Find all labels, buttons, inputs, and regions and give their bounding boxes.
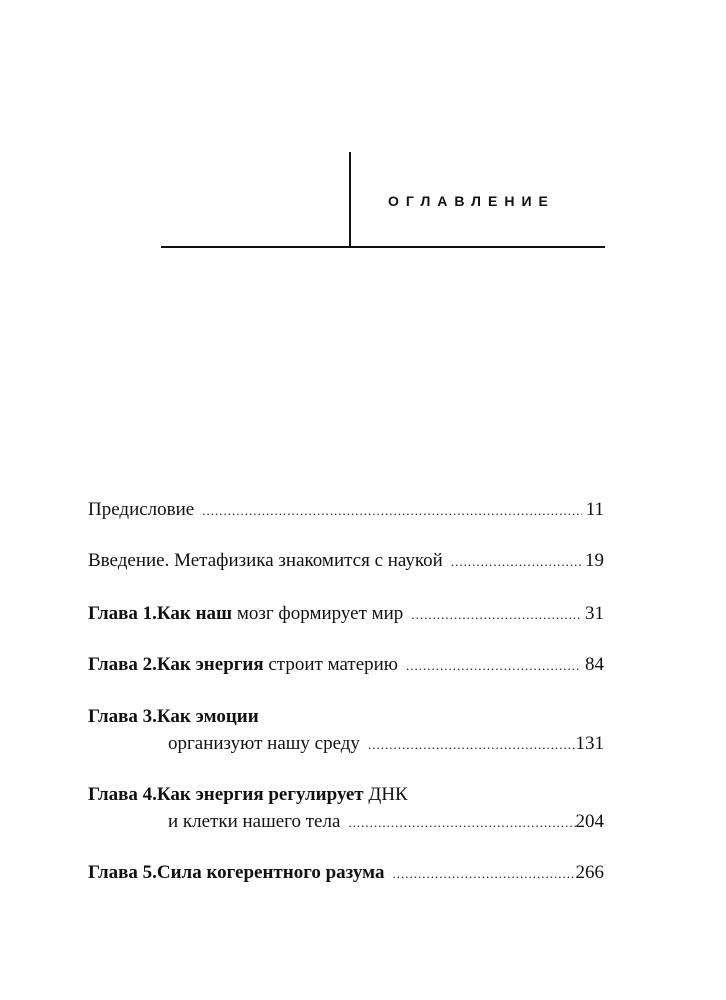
toc-entry-chapter-4-continuation[interactable] (168, 810, 604, 835)
chapter-bold-title: Как наш (156, 603, 233, 624)
page-title: ОГЛАВЛЕНИЕ (388, 193, 555, 209)
chapter-number: Глава 1. (88, 603, 157, 624)
toc-page-number: 204 (575, 811, 604, 832)
header-horizontal-rule (161, 246, 605, 248)
chapter-bold-title: Как энергия регулирует (156, 784, 364, 805)
dot-leader (368, 733, 576, 757)
chapter-bold-title: Как эмоции (156, 706, 259, 727)
toc-entry-title: Предисловие (88, 499, 195, 520)
chapter-bold-title: Как энергия (156, 654, 264, 675)
toc-page-number: 266 (575, 862, 604, 883)
chapter-title-continuation: организуют нашу среду (168, 733, 360, 754)
toc-page-number: 19 (585, 550, 604, 571)
toc-entry-chapter-5[interactable] (88, 861, 604, 886)
toc-page-number: 31 (585, 603, 604, 624)
toc-entry-chapter-3[interactable] (88, 705, 259, 729)
toc-page-number: 131 (575, 733, 604, 754)
toc-entry-chapter-1[interactable] (88, 602, 604, 627)
toc-entry-introduction[interactable] (88, 549, 604, 574)
toc-entry-title: Введение. Метафизика знакомится с наукой (88, 550, 443, 571)
toc-page-number: 11 (585, 499, 604, 520)
chapter-number: Глава 5. (88, 862, 157, 883)
dot-leader (411, 603, 581, 627)
toc-entry-preface[interactable] (88, 498, 604, 523)
chapter-title-rest: ДНК (363, 784, 408, 805)
dot-leader (348, 811, 575, 835)
dot-leader (392, 862, 575, 886)
chapter-title-rest: мозг формирует мир (232, 603, 404, 624)
chapter-number: Глава 3. (88, 706, 157, 727)
toc-entry-chapter-4[interactable] (88, 783, 408, 807)
chapter-title-continuation: и клетки нашего тела (168, 811, 341, 832)
toc-entry-chapter-3-continuation[interactable] (168, 732, 604, 757)
toc-entry-chapter-2[interactable] (88, 653, 604, 678)
chapter-number: Глава 4. (88, 784, 157, 805)
header-vertical-rule (349, 152, 351, 247)
dot-leader (202, 499, 581, 523)
toc-page-number: 84 (585, 654, 604, 675)
dot-leader (406, 654, 581, 678)
chapter-number: Глава 2. (88, 654, 157, 675)
dot-leader (451, 550, 581, 574)
chapter-bold-title: Сила когерентного разума (156, 862, 385, 883)
chapter-title-rest: строит материю (263, 654, 398, 675)
